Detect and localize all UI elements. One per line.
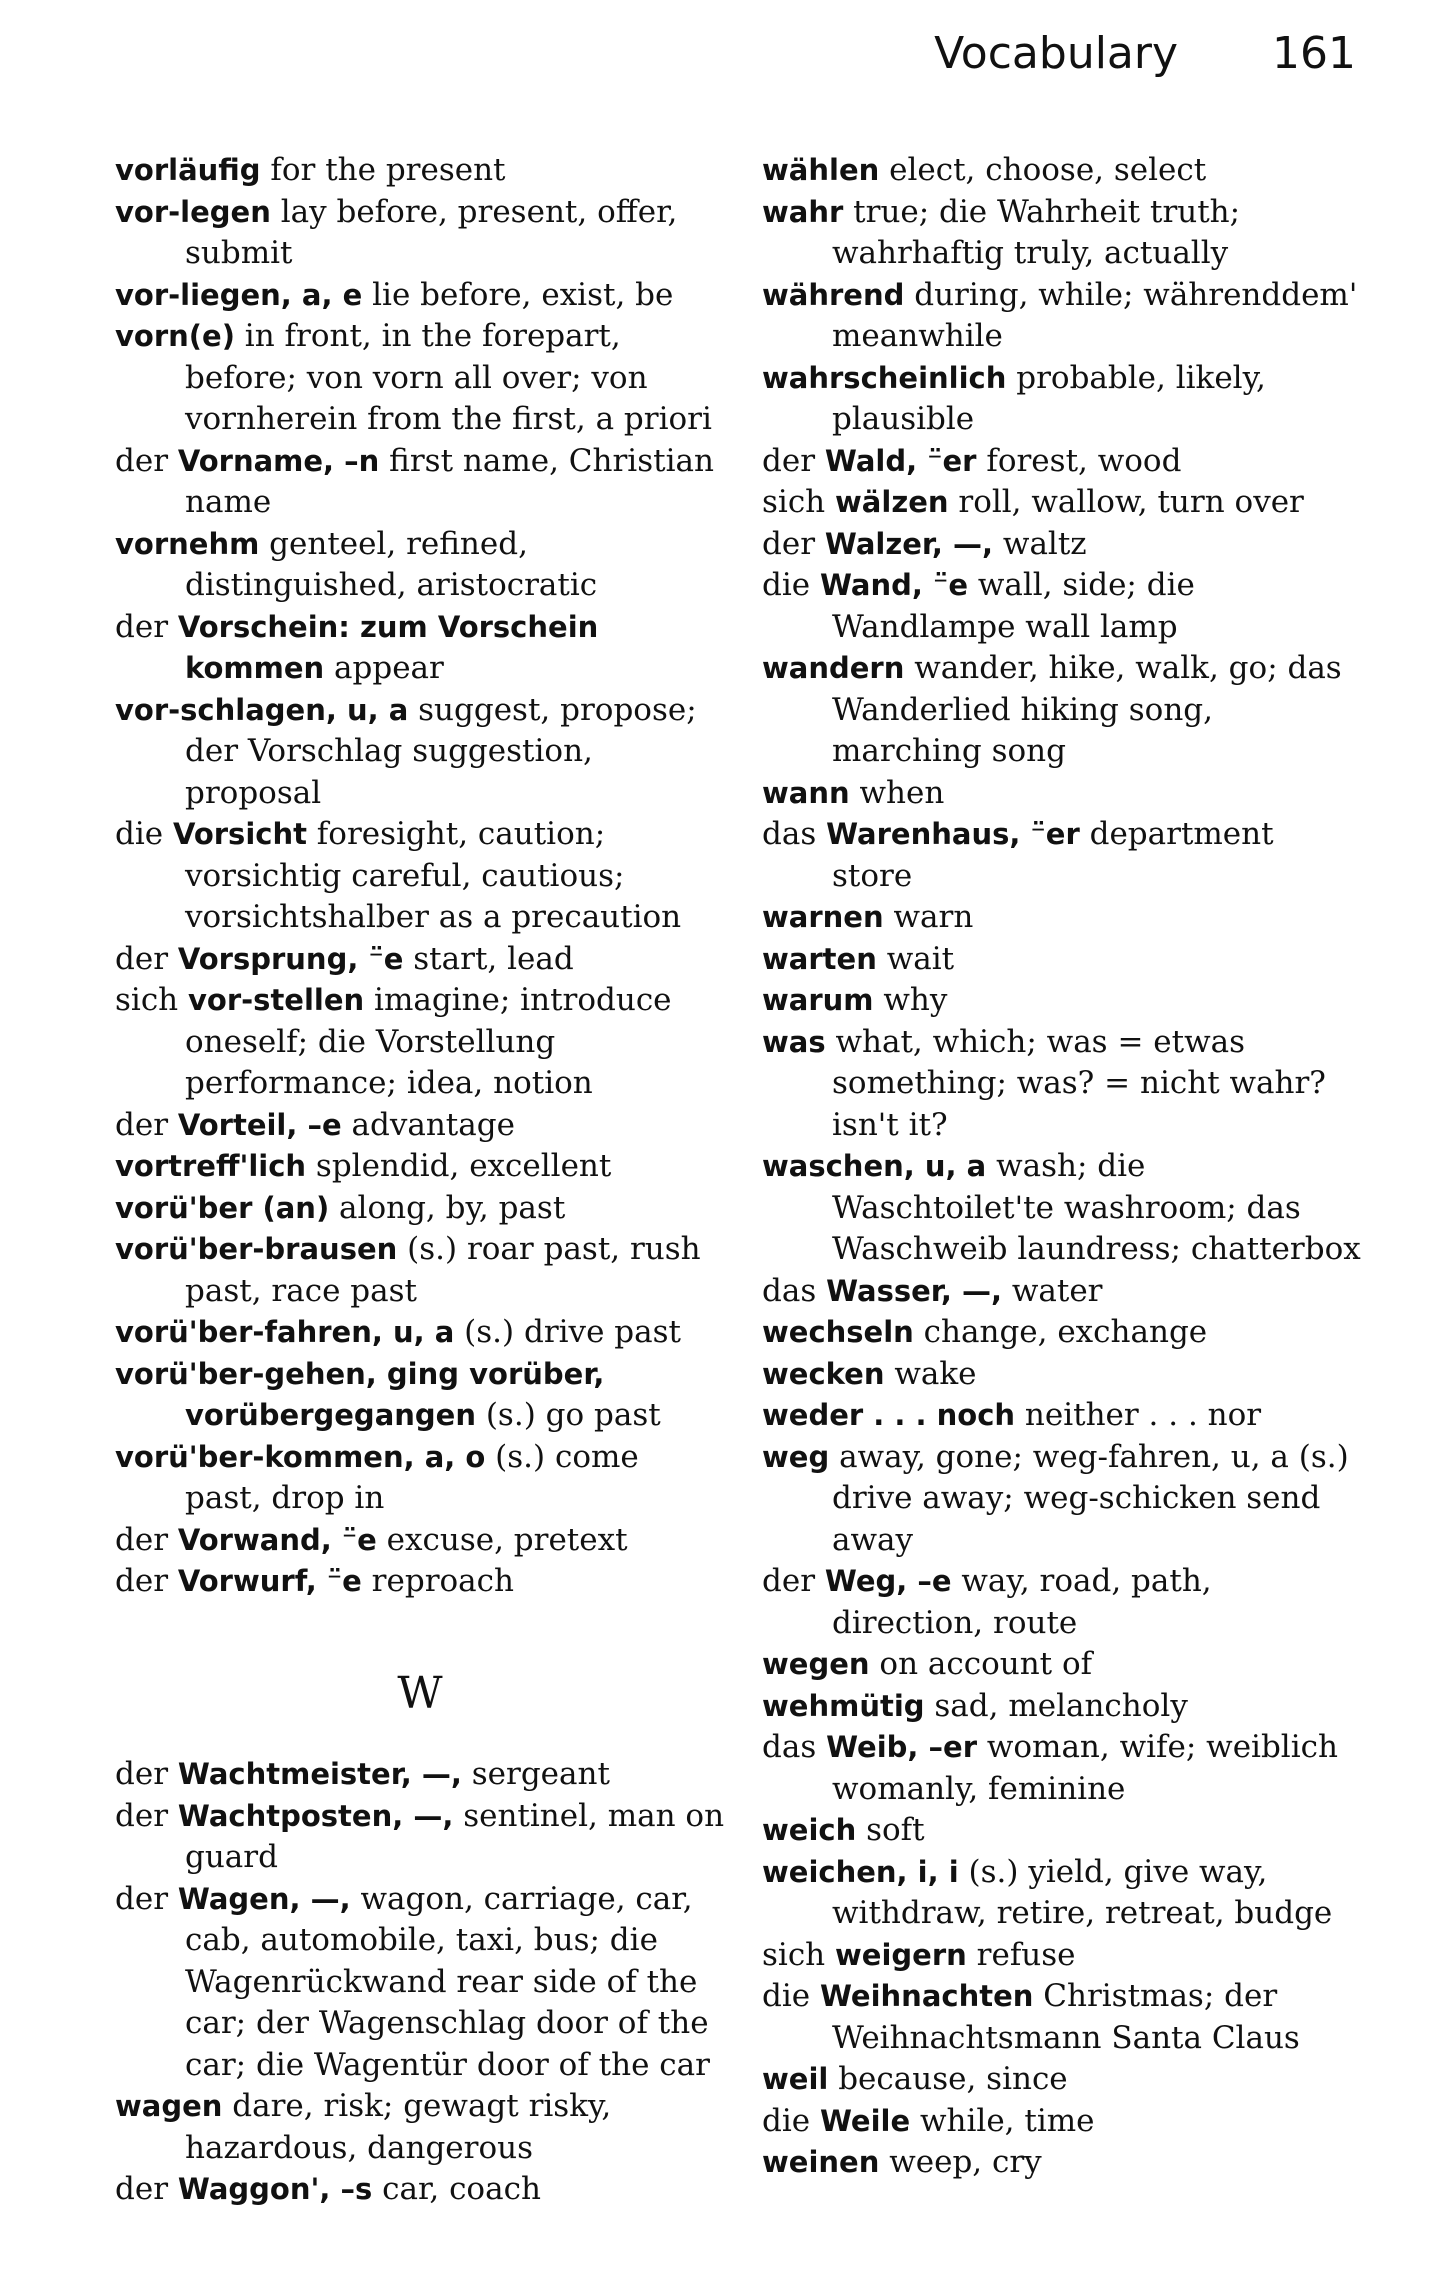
entry-article: sich [762, 1936, 836, 1973]
dictionary-entry [115, 1561, 725, 1603]
entry-headword: Weg, –e [824, 1564, 952, 1598]
dictionary-entry [762, 814, 1362, 897]
entry-definition: waltz [993, 525, 1087, 562]
section-letter: W [397, 1667, 443, 1719]
entry-definition: (s.) go past [475, 1397, 661, 1433]
dictionary-entry [762, 441, 1362, 483]
entry-definition: (s.) drive past [454, 1314, 681, 1350]
entry-list-w [115, 1754, 725, 2211]
dictionary-entry [762, 1935, 1362, 1977]
entry-headword: weil [762, 2062, 829, 2096]
dictionary-entry [115, 1188, 725, 1230]
entry-definition: sad, melancholy [924, 1687, 1188, 1724]
entry-definition: elect, choose, select [879, 152, 1207, 188]
dictionary-entry [762, 358, 1362, 441]
entry-definition: department store [832, 816, 1274, 894]
entry-definition: wash; die Waschtoilet'te washroom; das Waschweib laundress; chatterbox [832, 1148, 1361, 1267]
dictionary-entry [762, 648, 1362, 773]
entry-headword: Wald, ⁻̈er [824, 443, 977, 478]
entry-headword: wählen [762, 153, 880, 187]
entry-headword: Vorteil, –e [177, 1107, 342, 1142]
dictionary-entry [115, 2086, 725, 2169]
entry-headword: vornehm [115, 526, 260, 561]
entry-article: die [762, 567, 820, 603]
entry-definition: wall, side; die Wandlampe wall lamp [832, 567, 1195, 645]
entry-headword: Vorsprung, ⁻̈e [177, 941, 404, 976]
entry-definition: along, by, past [329, 1189, 566, 1226]
entry-headword: vor-liegen, a, e [115, 277, 363, 312]
dictionary-entry [115, 980, 725, 1105]
entry-definition: refuse [966, 1936, 1076, 1973]
entry-definition: (s.) yield, give way, withdraw, retire, retreat, budge [832, 1853, 1333, 1931]
entry-definition: appear [324, 650, 444, 686]
entry-definition: roll, wallow, turn over [948, 484, 1304, 520]
entry-definition: sergeant [461, 1756, 610, 1792]
entry-headword: vortreff'lich [115, 1149, 307, 1183]
dictionary-entry [762, 1686, 1362, 1728]
entry-definition: splendid, excellent [306, 1148, 612, 1184]
entry-headword: weg [762, 1439, 830, 1474]
entry-definition: soft [856, 1812, 925, 1848]
dictionary-entry [762, 1810, 1362, 1852]
entry-definition: wander, hike, walk, go; das Wanderlied hiking song, marching song [832, 650, 1342, 769]
entry-headword: Vorwand, ⁻̈e [177, 1522, 377, 1557]
entry-headword: warnen [762, 900, 884, 934]
dictionary-entry [762, 1022, 1362, 1147]
entry-definition: (s.) come past, drop in [185, 1438, 639, 1516]
entry-headword: Waggon', –s [177, 2172, 373, 2206]
dictionary-entry [762, 1852, 1362, 1935]
entry-headword: wagen [115, 2089, 223, 2123]
entry-definition: suggest, propose; der Vorschlag suggestion, proposal [185, 691, 697, 811]
entry-definition: imagine; introduce oneself; die Vorstellung performance; idea, notion [185, 982, 672, 1101]
dictionary-entry [115, 814, 725, 939]
entry-headword: wälzen [835, 485, 949, 519]
entry-article: die [762, 1978, 820, 2014]
entry-article: der [762, 1563, 825, 1599]
entry-headword: Vorschein: zum Vorschein kommen [177, 609, 599, 685]
dictionary-entry [762, 482, 1362, 524]
entry-headword: Weile [819, 2103, 911, 2138]
dictionary-entry [762, 150, 1362, 192]
entry-definition: forest, wood [976, 442, 1182, 479]
entry-article: sich [762, 484, 836, 520]
entry-article: der [115, 1756, 178, 1792]
entry-definition: first name, Christian name [185, 442, 714, 520]
entry-article: der [115, 2171, 178, 2207]
entry-definition: probable, likely, plausible [832, 359, 1266, 437]
dictionary-entry [762, 2142, 1362, 2184]
entry-headword: während [762, 277, 905, 312]
entry-definition: weep, cry [879, 2144, 1042, 2180]
dictionary-entry [762, 897, 1362, 939]
dictionary-entry [762, 275, 1362, 358]
dictionary-entry [762, 1312, 1362, 1354]
entry-headword: waschen, u, a [762, 1149, 987, 1183]
entry-article: der [115, 940, 178, 977]
dictionary-entry [115, 690, 725, 815]
entry-article: der [115, 1880, 178, 1917]
entry-headword: Wand, ⁻̈e [819, 568, 968, 602]
entry-headword: wechseln [762, 1315, 914, 1349]
entry-article: das [762, 1272, 827, 1309]
entry-definition: advantage [341, 1106, 515, 1143]
dictionary-entry [762, 1561, 1362, 1644]
entry-definition: wake [884, 1355, 977, 1392]
dictionary-entry [115, 1354, 725, 1437]
dictionary-entry [115, 150, 725, 192]
entry-list-right [762, 150, 1362, 2184]
entry-headword: vorü'ber-gehen, ging vorüber, vorübergegangen [115, 1356, 605, 1432]
dictionary-entry [115, 607, 725, 690]
entry-definition: while, time [910, 2102, 1095, 2139]
entry-headword: wegen [762, 1647, 870, 1681]
entry-article: der [115, 1106, 178, 1143]
dictionary-entry [115, 1437, 725, 1520]
entry-definition: dare, risk; gewagt risky, hazardous, dangerous [185, 2088, 612, 2166]
entry-definition: car, coach [372, 2171, 541, 2207]
entry-headword: Weib, –er [826, 1730, 977, 1764]
entry-definition: on account of [869, 1646, 1093, 1682]
dictionary-entry [115, 1754, 725, 1796]
entry-headword: Wagen, —, [177, 1881, 351, 1916]
entry-article: der [115, 1563, 178, 1599]
dictionary-entry [115, 1146, 725, 1188]
entry-headword: Vorwurf, ⁻̈e [177, 1564, 362, 1598]
dictionary-entry [115, 1229, 725, 1312]
entry-definition: (s.) roar past, rush past, race past [185, 1231, 701, 1309]
dictionary-entry [762, 1727, 1362, 1810]
entry-headword: Wachtmeister, —, [177, 1757, 462, 1791]
entry-headword: weich [762, 1813, 857, 1847]
entry-definition: foresight, caution; vorsichtig careful, cautious; vorsichtshalber as a precaution [185, 816, 682, 935]
entry-definition: woman, wife; weiblich womanly, feminine [832, 1729, 1338, 1807]
entry-headword: weigern [835, 1937, 967, 1972]
dictionary-entry [115, 1312, 725, 1354]
entry-article: der [115, 608, 178, 645]
entry-definition: genteel, refined, distinguished, aristocratic [185, 525, 598, 603]
entry-headword: wahrscheinlich [762, 360, 1007, 395]
dictionary-entry [115, 1796, 725, 1879]
entry-headword: Vorname, –n [177, 443, 380, 478]
entry-headword: warten [762, 941, 877, 976]
entry-headword: Wachtposten, —, [177, 1798, 454, 1833]
dictionary-entry [115, 316, 725, 441]
entry-headword: Weihnachten [819, 1979, 1034, 2013]
dictionary-entry [115, 192, 725, 275]
entry-headword: weder . . . noch [762, 1398, 1016, 1432]
entry-definition: wagon, carriage, car, cab, automobile, taxi, bus; die Wagenrückwand rear side of the car; der Wagenschlag door of the car; die Wagentür door of the car [185, 1880, 710, 2083]
entry-headword: vor-legen [115, 194, 271, 229]
dictionary-entry [762, 1271, 1362, 1313]
dictionary-entry [115, 1879, 725, 2087]
dictionary-entry [115, 441, 725, 524]
entry-article: die [115, 816, 173, 852]
entry-headword: wann [762, 775, 850, 810]
dictionary-entry [762, 1644, 1362, 1686]
entry-article: der [115, 1797, 178, 1834]
dictionary-entry [115, 524, 725, 607]
entry-definition: when [849, 774, 945, 811]
entry-headword: warum [762, 983, 874, 1017]
entry-headword: wehmütig [762, 1688, 925, 1723]
dictionary-entry [762, 980, 1362, 1022]
entry-headword: wahr [762, 194, 844, 229]
entry-definition: for the present [260, 152, 506, 188]
entry-headword: Wasser, —, [826, 1273, 1002, 1308]
entry-headword: vorü'ber-brausen [115, 1232, 398, 1266]
dictionary-entry [762, 565, 1362, 648]
entry-article: das [762, 1729, 827, 1765]
dictionary-entry [762, 2059, 1362, 2101]
dictionary-entry [762, 773, 1362, 815]
dictionary-entry [115, 939, 725, 981]
entry-article: der [115, 1521, 178, 1558]
dictionary-entry [762, 1395, 1362, 1437]
entry-definition: Christmas; der Weihnachtsmann Santa Claus [832, 1978, 1300, 2056]
dictionary-entry [762, 2101, 1362, 2143]
dictionary-entry [115, 2169, 725, 2211]
entry-article: der [115, 442, 178, 479]
dictionary-entry [762, 939, 1362, 981]
entry-headword: wecken [762, 1356, 885, 1391]
entry-definition: lie before, exist, be [362, 276, 674, 313]
entry-headword: was [762, 1024, 826, 1059]
page-number: 161 [1272, 28, 1356, 79]
entry-headword: vorläufig [115, 153, 261, 187]
entry-definition: change, exchange [913, 1314, 1208, 1350]
running-header [934, 28, 1356, 79]
entry-headword: weichen, i, i [762, 1854, 959, 1889]
dictionary-entry [762, 1354, 1362, 1396]
entry-article: der [762, 525, 825, 562]
entry-definition: neither . . . nor [1015, 1397, 1262, 1433]
entry-definition: sentinel, man on guard [185, 1797, 725, 1875]
dictionary-entry [115, 1105, 725, 1147]
entry-article: sich [115, 982, 189, 1018]
entry-article: die [762, 2102, 820, 2139]
right-column [762, 150, 1362, 2184]
entry-definition: wait [876, 940, 955, 977]
entry-article: der [762, 442, 825, 479]
dictionary-entry [762, 1437, 1362, 1562]
entry-headword: wandern [762, 651, 905, 685]
entry-headword: vorü'ber-fahren, u, a [115, 1315, 455, 1349]
entry-headword: vor-schlagen, u, a [115, 692, 409, 727]
entry-list-v [115, 150, 725, 1603]
entry-headword: vorü'ber-kommen, a, o [115, 1439, 486, 1474]
entry-article: das [762, 816, 827, 852]
entry-definition: away, gone; weg-fahren, u, a (s.) drive away; weg-schicken send away [829, 1438, 1349, 1558]
page-title: Vocabulary [934, 28, 1179, 79]
entry-headword: Walzer, —, [824, 526, 994, 561]
dictionary-entry [115, 1520, 725, 1562]
left-column [115, 150, 725, 2211]
dictionary-entry [762, 1976, 1362, 2059]
dictionary-entry [762, 1146, 1362, 1271]
dictionary-entry [762, 192, 1362, 275]
entry-definition: warn [883, 899, 974, 935]
entry-definition: lay before, present, offer, submit [185, 193, 678, 271]
dictionary-entry [115, 275, 725, 317]
entry-definition: way, road, path, direction, route [832, 1563, 1212, 1641]
entry-headword: Warenhaus, ⁻̈er [826, 817, 1080, 851]
entry-definition: because, since [828, 2061, 1068, 2097]
entry-definition: in front, in the forepart, before; von vorn all over; von vornherein from the first, a priori [185, 318, 712, 437]
entry-definition: true; die Wahrheit truth; wahrhaftig truly, actually [832, 193, 1241, 271]
entry-definition: reproach [361, 1563, 514, 1599]
dictionary-entry [762, 524, 1362, 566]
entry-headword: Vorsicht [172, 817, 307, 851]
entry-headword: vor-stellen [188, 983, 365, 1017]
entry-definition: during, while; währenddem' meanwhile [832, 276, 1358, 354]
entry-definition: water [1001, 1272, 1103, 1309]
entry-definition: what, which; was = etwas something; was? = nicht wahr? isn't it? [825, 1023, 1326, 1143]
entry-definition: start, lead [403, 940, 574, 977]
entry-definition: excuse, pretext [376, 1521, 628, 1558]
entry-headword: vorn(e) [115, 319, 235, 353]
entry-headword: weinen [762, 2145, 880, 2179]
entry-definition: why [873, 982, 948, 1018]
entry-headword: vorü'ber (an) [115, 1190, 330, 1225]
